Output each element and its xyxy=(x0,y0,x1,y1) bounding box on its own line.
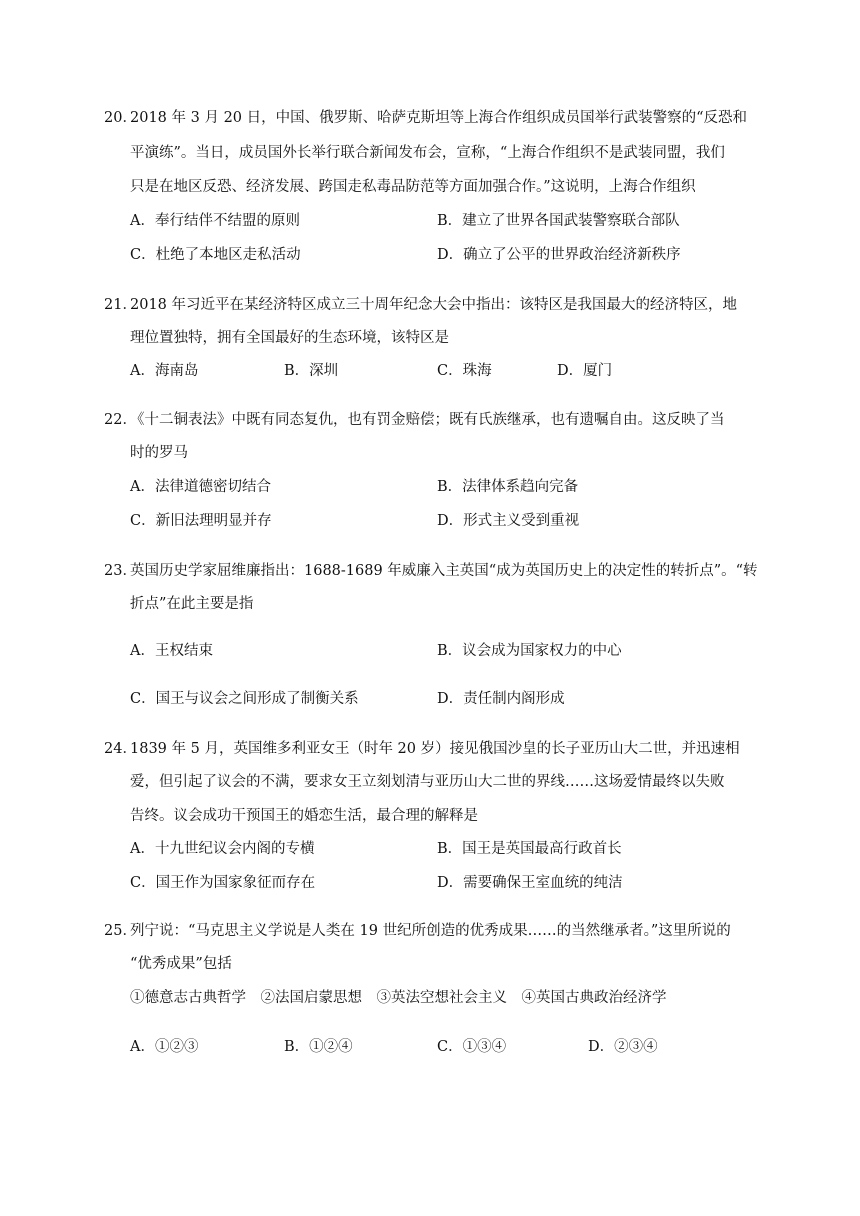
option-c: C．国王作为国家象征而存在 xyxy=(130,875,316,891)
option-d: D．需要确保王室血统的纯洁 xyxy=(437,875,623,891)
option-a: A．奉行结伴不结盟的原则 xyxy=(130,213,300,229)
option-c: C．新旧法理明显并存 xyxy=(130,513,272,529)
question-number: 22． xyxy=(104,412,137,428)
question-number: 25． xyxy=(104,923,137,939)
option-d: D．②③④ xyxy=(588,1039,658,1055)
option-b: B．法律体系趋向完备 xyxy=(437,479,579,495)
option-a: A．王权结束 xyxy=(130,643,213,659)
option-b: B．国王是英国最高行政首长 xyxy=(437,841,622,857)
option-d: D．责任制内阁形成 xyxy=(437,691,565,707)
question-text-line: “优秀成果”包括 xyxy=(130,956,232,972)
question-number: 20． xyxy=(104,110,137,126)
question-text-line: 列宁说：“马克思主义学说是人类在 19 世纪所创造的优秀成果……的当然继承者。”这里所说的 xyxy=(130,923,731,939)
question-text-line: 平演练”。当日，成员国外长举行联合新闻发布会，宣称，“上海合作组织不是武装同盟，我们 xyxy=(130,145,725,161)
question-number: 24． xyxy=(104,741,137,757)
option-d: D．确立了公平的世界政治经济新秩序 xyxy=(437,247,681,263)
question-text-line: 只是在地区反恐、经济发展、跨国走私毒品防范等方面加强合作。”这说明，上海合作组织 xyxy=(130,179,696,195)
question-text-line: 折点”在此主要是指 xyxy=(130,596,254,612)
question-text-line: 告终。议会成功干预国王的婚恋生活，最合理的解释是 xyxy=(130,808,478,824)
option-c: C．珠海 xyxy=(437,363,492,379)
option-d: D．形式主义受到重视 xyxy=(437,513,580,529)
option-d: D．厦门 xyxy=(557,363,613,379)
question-number: 23． xyxy=(104,563,137,579)
option-b: B．建立了世界各国武装警察联合部队 xyxy=(437,213,680,229)
option-b: B．①②④ xyxy=(284,1039,353,1055)
question-text-line: 理位置独特，拥有全国最好的生态环境，该特区是 xyxy=(130,330,449,346)
question-text-line: 2018 年习近平在某经济特区成立三十周年纪念大会中指出：该特区是我国最大的经济特区，地 xyxy=(130,297,738,313)
option-c: C．杜绝了本地区走私活动 xyxy=(130,247,301,263)
option-b: B．议会成为国家权力的中心 xyxy=(437,643,622,659)
option-a: A．海南岛 xyxy=(130,363,199,379)
question-text-line: 时的罗马 xyxy=(130,445,188,461)
question-number: 21． xyxy=(104,297,137,313)
option-b: B．深圳 xyxy=(284,363,339,379)
option-a: A．①②③ xyxy=(130,1039,199,1055)
question-text-line: 《十二铜表法》中既有同态复仇，也有罚金赔偿；既有氏族继承，也有遗嘱自由。这反映了当 xyxy=(130,412,725,428)
option-a: A．十九世纪议会内阁的专横 xyxy=(130,841,315,857)
question-text-line: 2018 年 3 月 20 日，中国、俄罗斯、哈萨克斯坦等上海合作组织成员国举行武装警察的“反恐和 xyxy=(130,110,748,126)
option-c: C．国王与议会之间形成了制衡关系 xyxy=(130,691,359,707)
question-text-line: 英国历史学家屈维廉指出：1688-1689 年威廉入主英国“成为英国历史上的决定性的转折点”。“转 xyxy=(130,563,758,579)
option-c: C．①③④ xyxy=(437,1039,507,1055)
question-text-line: 1839 年 5 月，英国维多利亚女王（时年 20 岁）接见俄国沙皇的长子亚历山大二世，并迅速相 xyxy=(130,741,740,757)
question-statements: ①德意志古典哲学 ②法国启蒙思想 ③英法空想社会主义 ④英国古典政治经济学 xyxy=(130,990,667,1006)
question-text-line: 爱，但引起了议会的不满，要求女王立刻划清与亚历山大二世的界线……这场爱情最终以失败 xyxy=(130,774,725,790)
option-a: A．法律道德密切结合 xyxy=(130,479,271,495)
